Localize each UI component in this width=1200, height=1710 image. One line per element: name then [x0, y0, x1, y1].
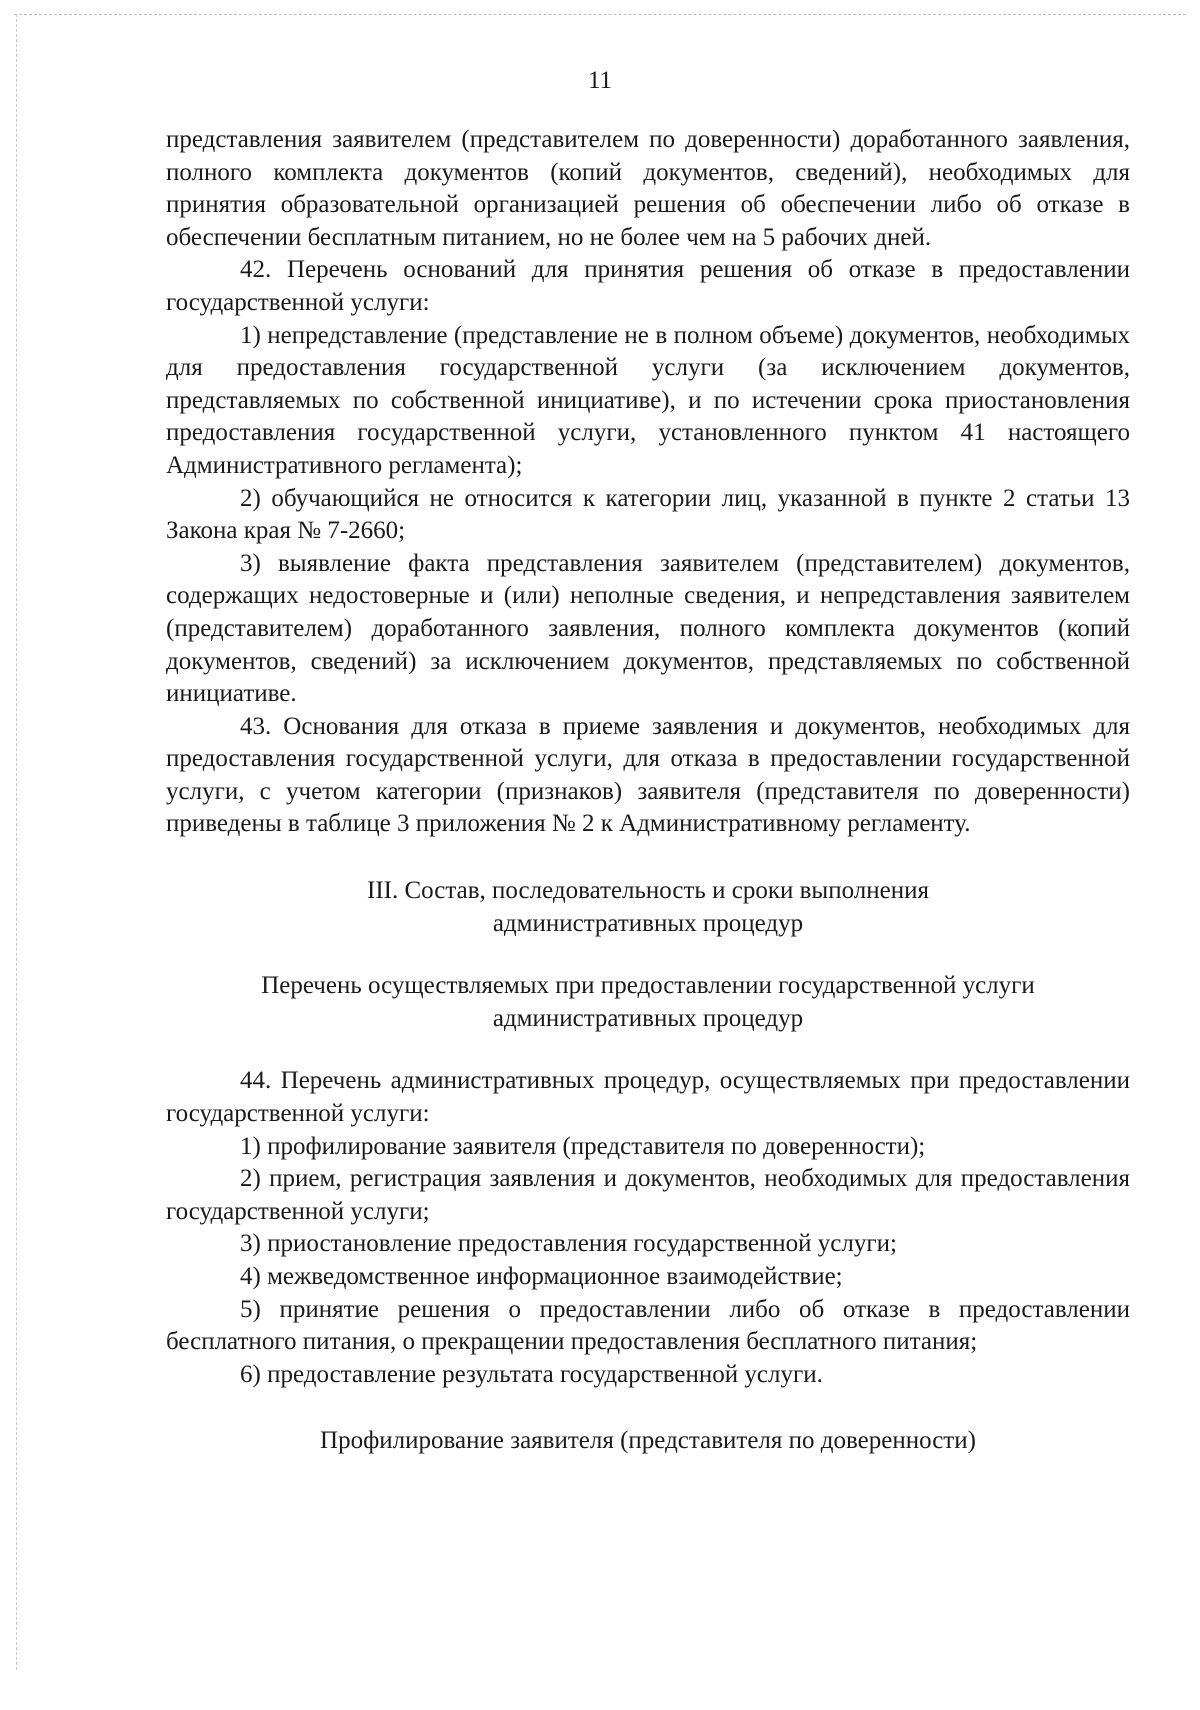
list-item-44-1: 1) профилирование заявителя (представителя по доверенности);	[240, 1132, 926, 1160]
scan-edge-top	[14, 14, 1186, 15]
paragraph-43: 43. Основания для отказа в приеме заявления и документов, необходимых для предоставления государственной услуги, для отказа в предоставлении государственной услуги, с учетом категории (признаков) заявителя (представителя по доверенности) приведены в таблице 3 приложения № 2 к Административному регламенту.	[166, 712, 1130, 838]
list-item-42-2: 2) обучающийся не относится к категории лиц, указанной в пункте 2 статьи 13 Закона края № 7-2660;	[166, 484, 1130, 545]
section-heading-line1: III. Состав, последовательность и сроки выполнения	[367, 877, 929, 905]
list-item-44-5: 5) принятие решения о предоставлении либо об отказе в предоставлении бесплатного питания, о прекращении предоставления бесплатного питания;	[166, 1295, 1130, 1356]
spacer	[166, 940, 1130, 970]
scan-edge-left	[16, 14, 17, 1670]
paragraph-44: 44. Перечень административных процедур, осуществляемых при предоставлении государственной услуги:	[166, 1067, 1130, 1128]
section-heading-line2: административных процедур	[492, 909, 804, 937]
page-number: 11	[587, 67, 613, 94]
subsection-heading-line1: Перечень осуществляемых при предоставлении государственной услуги	[261, 972, 1035, 1000]
list-item-42-3: 3) выявление факта представления заявителем (представителем) документов, содержащих недостоверные и (или) неполные сведения, и непредставления заявителем (представителем) доработанного заявления, полного комплекта документов (копий документов, сведений) за исключением документов, представляемых по собственной инициативе.	[166, 549, 1130, 708]
spacer	[166, 1035, 1130, 1065]
list-item-44-3: 3) приостановление предоставления государственной услуги;	[240, 1230, 897, 1258]
subsection-heading-line2: административных процедур	[492, 1004, 804, 1032]
paragraph-42: 42. Перечень оснований для принятия решения об отказе в предоставлении государственной услуги:	[166, 256, 1130, 316]
section-heading	[166, 875, 1130, 940]
subsection-heading	[166, 970, 1130, 1035]
document-body	[166, 124, 1130, 1458]
list-item-44-2: 2) прием, регистрация заявления и документов, необходимых для предоставления государственной услуги;	[166, 1165, 1130, 1225]
list-item-44-6: 6) предоставление результата государственной услуги.	[240, 1360, 823, 1388]
final-heading: Профилирование заявителя (представителя по доверенности)	[320, 1427, 976, 1455]
list-item-44-4: 4) межведомственное информационное взаимодействие;	[240, 1263, 843, 1290]
spacer	[166, 1391, 1130, 1425]
list-item-42-1: 1) непредставление (представление не в полном объеме) документов, необходимых для предоставления государственной услуги (за исключением документов, представляемых по собственной инициативе), и по истечении срока приостановления предоставления государственной услуги, установленного пунктом 41 настоящего Административного регламента);	[166, 321, 1130, 479]
spacer	[166, 841, 1130, 875]
paragraph-continuation: представления заявителем (представителем по доверенности) доработанного заявления, полного комплекта документов (копий документов, сведений), необходимых для принятия образовательной организацией решения об обеспечении либо об отказе в обеспечении бесплатным питанием, но не более чем на 5 рабочих дней.	[166, 126, 1130, 251]
